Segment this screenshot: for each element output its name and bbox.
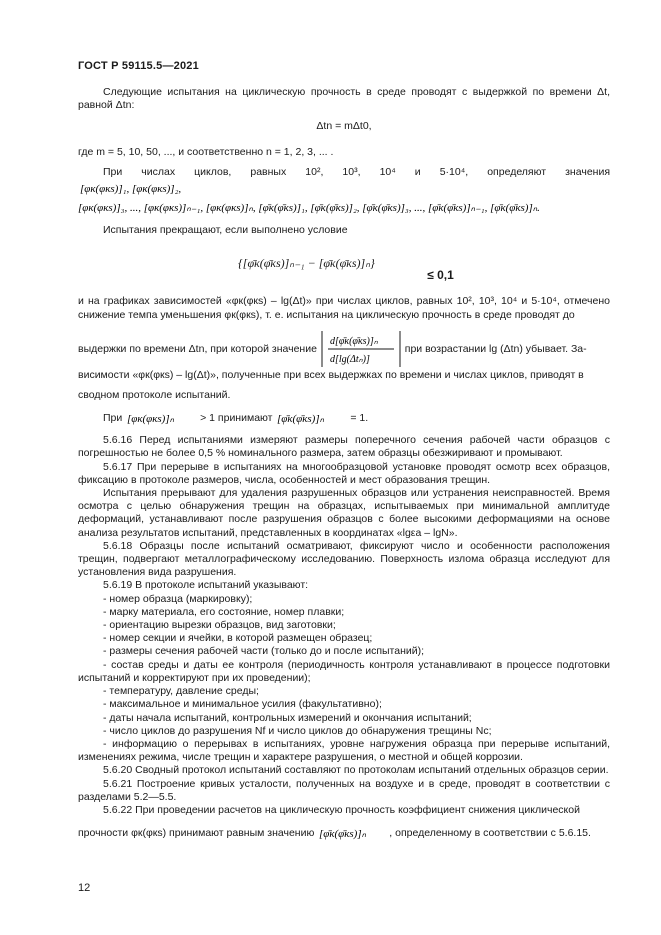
formula-phi-series-b <box>78 197 610 217</box>
section-5-6-21: 5.6.21 Построение кривых усталости, полученных на воздухе и в среде, проводят в соответствии с разделами 5.2—5.5. <box>78 777 610 803</box>
section-5-6-19: 5.6.19 В протоколе испытаний указывают: <box>103 579 309 592</box>
list-item: - размеры сечения рабочей части (только до и после испытаний); <box>103 645 425 658</box>
svg-text:[φ̄к(φ̄кs)]ₙ: [φ̄к(φ̄кs)]ₙ <box>319 828 367 841</box>
list-item: - номер секции и ячейки, в которой размещен образец; <box>103 632 373 645</box>
section-5-6-17-continued: Испытания прерывают для удаления разрушенных образцов или устранения неисправностей. Время осмотра с целью обнаружения трещин на образцах, испытываемых при минимальной амплитуде деформаций, устанавливают после разрушения образцов с более высокими деформациями на основе анализа результатов испытаний, представленных в координатах «lgεа – lgN». <box>78 487 610 539</box>
paragraph-derivative: выдержки по времени Δtn, при которой значение d[φ̄к(φ̄кs)]ₙ d[lg(Δtₙ)] при возрастании lg (Δtn) убывает. За- <box>78 329 610 369</box>
paragraph-values: При числах циклов, равных 10², 10³, 10⁴ и 5·10⁴, определяют значения [φк(φкs)]₁, [φк(φкs)]₂, <box>80 165 611 196</box>
paragraph: висимости «φк(φкs) – lg(Δt)», полученные при всех выдержках по времени и числах циклов, приводят в <box>78 368 584 381</box>
paragraph: Следующие испытания на циклическую прочность в среде проводят с выдержкой по времени Δt, равной Δtn: <box>78 86 610 112</box>
paragraph: Испытания прекращают, если выполнено условие <box>103 224 348 237</box>
list-item: - состав среды и даты ее контроля (периодичность контроля устанавливают в процессе подготовки испытаний и корректируют при их проведении); <box>78 658 610 684</box>
svg-text:[φк(φкs)]ₙ: [φк(φкs)]ₙ <box>127 413 175 426</box>
condition-value: ≤ 0,1 <box>427 268 454 283</box>
list-item: - номер образца (маркировку); <box>103 592 253 605</box>
section-5-6-18: 5.6.18 Образцы после испытаний осматривают, фиксируют число и особенности расположения трещин, подвергают металлографическому исследованию. Поверхность излома образца исследуют для установления вида разрушения. <box>78 539 610 579</box>
svg-text:[φк(φкs)]₃, ..., [φк(φкs)]ₙ₋₁,: [φк(φкs)]₃, ..., [φк(φкs)]ₙ₋₁, [φк(φкs)]ₙ, [φ̄к(φ̄кs)]₁, [φ̄к(φ̄кs)]₂, [φ̄к(φ̄кs)]₃, ..., [φ̄к(φ̄кs)]ₙ₋₁, [φ̄к(φ̄кs)]ₙ. <box>78 202 540 215</box>
section-5-6-22-continued: прочности φк(φкs) принимают равным значению [φ̄к(φ̄кs)]ₙ , определенному в соответствии с 5.6.15. <box>78 824 610 842</box>
section-5-6-16: 5.6.16 Перед испытаниями измеряют размеры поперечного сечения рабочей части образцов с погрешностью не более 0,5 % номинального размера, затем образцы обезжиривают и промывают. <box>78 434 610 460</box>
svg-text:[φк(φкs)]₁, [φк(φкs)]₂,: [φк(φкs)]₁, [φк(φкs)]₂, <box>80 183 182 196</box>
list-item: - максимальное и минимальное усилия (факультативно); <box>103 698 382 711</box>
paragraph: сводном протоколе испытаний. <box>78 389 231 402</box>
page-number: 12 <box>78 882 91 894</box>
paragraph: и на графиках зависимостей «φк(φкs) – lg(Δt)» при числах циклов, равных 10², 10³, 10⁴ и 5·10⁴, отмечено снижение темпа уменьшения φк(φкs), т. е. испытания на циклическую прочность в среде проводят до <box>78 295 610 321</box>
list-item: - марку материала, его состояние, номер плавки; <box>103 605 345 618</box>
section-5-6-20: 5.6.20 Сводный протокол испытаний составляют по протоколам испытаний отдельных образцов серии. <box>103 764 609 777</box>
document-header: ГОСТ Р 59115.5—2021 <box>78 60 199 72</box>
list-item: - температуру, давление среды; <box>103 685 259 698</box>
formula-derivative <box>320 329 402 369</box>
section-5-6-17: 5.6.17 При перерыве в испытаниях на многообразцовой установке проводят осмотр всех образцов, фиксацию в протоколе размеров, числа, особенностей и мест образования трещин. <box>78 460 610 486</box>
list-item: - число циклов до разрушения Nf и число циклов до обнаружения трещины Nc; <box>103 724 492 737</box>
protocol-list <box>78 593 610 765</box>
list-item: - ориентацию вырезки образцов, вид заготовки; <box>103 619 336 632</box>
svg-text:d[φ̄к(φ̄кs)]ₙ: d[φ̄к(φ̄кs)]ₙ <box>329 335 378 347</box>
formula-phi-series-a <box>78 179 238 197</box>
paragraph-condition: При [φк(φкs)]ₙ > 1 принимают [φ̄к(φ̄кs)]ₙ = 1. <box>78 409 610 427</box>
list-item: - информацию о перерывах в испытаниях, уровне нагружения образца при перерыве испытаний, изменениях режима, числе трещин и характере разрушения, о местной и общей коррозии. <box>78 737 610 764</box>
paragraph: где m = 5, 10, 50, ..., и соответственно n = 1, 2, 3, ... . <box>78 145 334 158</box>
formula-phi-bar-n <box>275 409 347 427</box>
formula-stop-condition <box>78 245 610 283</box>
formula-delta-t: Δtn = mΔt0, <box>316 120 372 133</box>
svg-text:[φ̄к(φ̄кs)]ₙ: [φ̄к(φ̄кs)]ₙ <box>277 413 325 426</box>
svg-text:d[lg(Δtₙ)]: d[lg(Δtₙ)] <box>329 353 370 365</box>
formula-phi-bar-n <box>317 824 389 842</box>
svg-text:{[φ̄к(φ̄кs)]ₙ₋₁ − [φ̄к(φ̄кs)]ₙ: {[φ̄к(φ̄кs)]ₙ₋₁ − [φ̄к(φ̄кs)]ₙ} <box>238 256 376 271</box>
section-5-6-22: 5.6.22 При проведении расчетов на циклическую прочность коэффициент снижения циклической <box>103 803 580 816</box>
document-body <box>78 86 610 842</box>
formula-phi-n <box>125 409 197 427</box>
list-item: - даты начала испытаний, контрольных измерений и окончания испытаний; <box>103 711 472 724</box>
